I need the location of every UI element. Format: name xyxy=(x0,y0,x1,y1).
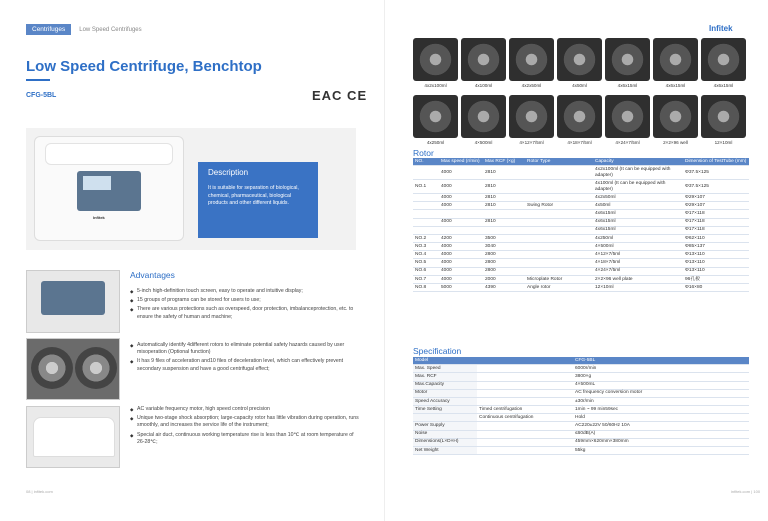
table-cell-speed: 4000 xyxy=(439,243,483,251)
table-cell-cap: 4×12×7/5ml xyxy=(593,251,683,259)
table-cell-no xyxy=(413,166,439,180)
table-cell-rcf: 2000 xyxy=(483,275,525,283)
rotor-label: 2×2×96 well xyxy=(663,140,688,145)
lid-side-photo xyxy=(26,406,120,468)
table-cell-cap: 4x100ml (It can be equipped with adapter) xyxy=(593,180,683,194)
table-cell-type xyxy=(525,180,593,194)
spec-cell-sub xyxy=(477,422,573,430)
spec-table xyxy=(413,357,749,455)
spec-cell-sub xyxy=(477,365,573,373)
rotor-image xyxy=(701,95,746,138)
control-panel-detail xyxy=(41,281,105,315)
control-panel xyxy=(77,171,141,211)
table-cell-rcf: 3040 xyxy=(483,243,525,251)
col-header: Capacity xyxy=(593,158,683,166)
table-cell-no: NO.1 xyxy=(413,180,439,194)
spec-row xyxy=(413,446,749,454)
table-cell-rcf: 2810 xyxy=(483,194,525,202)
table-cell-type: Microplate Rotor xyxy=(525,275,593,283)
rotor-thumb xyxy=(653,95,698,145)
machine-brand: Infitek xyxy=(93,215,105,220)
table-cell-dim: Φ17×118 xyxy=(683,210,749,218)
table-row xyxy=(413,251,749,259)
table-row xyxy=(413,259,749,267)
right-page xyxy=(384,0,768,521)
table-cell-type: Swing Rotor xyxy=(525,202,593,210)
table-cell-type xyxy=(525,267,593,275)
rotor-bowl-left xyxy=(31,347,73,389)
hero-panel xyxy=(26,128,356,250)
spec-cell-k: Max. Speed xyxy=(413,365,477,373)
spec-row xyxy=(413,381,749,389)
rotor-label: 4×18×7/5ml xyxy=(567,140,592,145)
rotor-image xyxy=(701,38,746,81)
rotor-image xyxy=(653,95,698,138)
table-cell-rcf xyxy=(483,226,525,234)
spec-cell-k: Motor xyxy=(413,389,477,397)
advantage-item: ◆ 15 groups of programs can be stored for users to use; xyxy=(130,297,360,304)
table-cell-cap: 4×18×7/5ml xyxy=(593,259,683,267)
table-row xyxy=(413,194,749,202)
control-panel-photo xyxy=(26,270,120,333)
table-cell-speed: 4000 xyxy=(439,202,483,210)
spec-cell-k: Dimensions(L×D×H) xyxy=(413,438,477,446)
spec-cell-v: 3800×g xyxy=(573,373,749,381)
rotor-thumb xyxy=(605,38,650,88)
spec-cell-sub xyxy=(477,389,573,397)
table-cell-no xyxy=(413,226,439,234)
spec-cell-k: Max.Capacity xyxy=(413,381,477,389)
table-cell-no: NO.7 xyxy=(413,275,439,283)
table-cell-no xyxy=(413,210,439,218)
table-cell-no: NO.8 xyxy=(413,284,439,292)
table-cell-speed: 4000 xyxy=(439,259,483,267)
table-cell-speed: 4200 xyxy=(439,234,483,242)
rotor-thumb xyxy=(461,38,506,88)
description-heading: Description xyxy=(208,168,249,177)
table-cell-speed xyxy=(439,210,483,218)
rotor-image xyxy=(461,95,506,138)
spec-cell-sub: Timed centrifugation xyxy=(477,406,573,414)
description-text: It is suitable for separation of biological, chemical, pharmaceutical, biological products and other different liquids. xyxy=(208,185,299,206)
table-cell-cap: 2×2×96 well plate xyxy=(593,275,683,283)
table-cell-no: NO.3 xyxy=(413,243,439,251)
rotor-image xyxy=(653,38,698,81)
table-cell-dim: 96孔板 xyxy=(683,275,749,283)
spec-cell-v: ≤60dB(A) xyxy=(573,430,749,438)
certification-marks: EAC CE xyxy=(312,88,368,103)
spec-cell-v: AC220±22V 50/60Hz 10A xyxy=(573,422,749,430)
spec-header-value: CFG-5BL xyxy=(573,357,749,365)
table-cell-rcf: 3500 xyxy=(483,234,525,242)
table-cell-cap: 4x250ml xyxy=(593,234,683,242)
brand-logo: Infitek xyxy=(709,24,733,33)
rotor-thumb xyxy=(557,38,602,88)
advantage-item: ◆ It has 9 files of acceleration and10 files of deceleration level, which can effectively prevent secondary suspension and have a good centrifugal effect; xyxy=(130,358,360,372)
advantage-item: ◆ Special air duct, continuous working temperature rise is less than 10℃ at room temperature of 26-28℃; xyxy=(130,432,360,446)
advantages-list-1 xyxy=(130,288,360,323)
table-cell-speed: 4000 xyxy=(439,275,483,283)
rotor-thumb xyxy=(461,95,506,145)
table-cell-dim: Φ29×107 xyxy=(683,202,749,210)
table-cell-type xyxy=(525,226,593,234)
spec-row xyxy=(413,365,749,373)
rotor-thumb xyxy=(557,95,602,145)
table-row xyxy=(413,210,749,218)
col-header: Max RCF (×g) xyxy=(483,158,525,166)
spec-cell-k: Speed Accuracy xyxy=(413,397,477,405)
advantage-item: ◆ There are various protections such as overspeed, door protection, imbalanceprotection, etc. to ensure the safety of human and machine; xyxy=(130,306,360,320)
page-footer-left: 08 | infitek.com xyxy=(26,489,53,494)
table-cell-dim: Φ16×80 xyxy=(683,284,749,292)
table-cell-dim: Φ13×110 xyxy=(683,251,749,259)
rotor-label: 4×24×7/5ml xyxy=(615,140,640,145)
col-header: Dimension of TestTube (mm) xyxy=(683,158,749,166)
rotor-label: 4×500ml xyxy=(474,140,493,145)
table-row xyxy=(413,226,749,234)
rotor-thumb xyxy=(701,38,746,88)
spec-cell-v: Hold xyxy=(573,414,749,422)
table-row xyxy=(413,218,749,226)
centrifuge-image xyxy=(34,136,184,241)
table-cell-type xyxy=(525,166,593,180)
table-cell-type xyxy=(525,218,593,226)
spec-cell-sub xyxy=(477,397,573,405)
table-cell-rcf: 2810 xyxy=(483,202,525,210)
table-cell-speed: 4000 xyxy=(439,166,483,180)
spec-header-model: Model xyxy=(413,357,573,365)
spec-cell-sub xyxy=(477,373,573,381)
table-cell-dim: Φ62×110 xyxy=(683,234,749,242)
spec-row xyxy=(413,373,749,381)
page-footer-right: infitek.com | 100 xyxy=(731,489,761,494)
advantages-heading: Advantages xyxy=(130,270,175,280)
breadcrumb xyxy=(26,24,142,35)
rotor-table-header xyxy=(413,158,749,166)
table-cell-no: NO.4 xyxy=(413,251,439,259)
table-row xyxy=(413,267,749,275)
table-cell-type: Angle rotor xyxy=(525,284,593,292)
advantage-item: ◆ Automatically identify 4different rotors to eliminate potential safety hazards caused by user misoperation (Optional function) xyxy=(130,342,360,356)
table-cell-cap: 4×24×7/5ml xyxy=(593,267,683,275)
advantage-item: ◆ AC variable frequency motor, high speed control precision xyxy=(130,406,360,413)
table-cell-rcf: 2800 xyxy=(483,251,525,259)
spec-row xyxy=(413,406,749,414)
spec-cell-sub xyxy=(477,381,573,389)
col-header: NO. xyxy=(413,158,439,166)
rotor-label: 4x6x15ml xyxy=(665,83,686,88)
table-cell-dim: Φ13×110 xyxy=(683,267,749,275)
advantage-item: ◆ Unique two-stage shock absorption; large-capacity rotor has little vibration during operation, runs smoothly, and increases the service life of the instrument; xyxy=(130,415,360,429)
title-underline xyxy=(26,79,50,81)
table-cell-dim: Φ17×118 xyxy=(683,218,749,226)
rotor-label: 4x2x50ml xyxy=(521,83,542,88)
table-cell-speed: 5000 xyxy=(439,284,483,292)
table-cell-rcf: 2810 xyxy=(483,166,525,180)
table-cell-dim: Φ37.5×125 xyxy=(683,180,749,194)
table-row xyxy=(413,243,749,251)
table-cell-no: NO.2 xyxy=(413,234,439,242)
table-row xyxy=(413,202,749,210)
table-cell-no xyxy=(413,218,439,226)
table-row xyxy=(413,166,749,180)
spec-cell-v: 4×500mL xyxy=(573,381,749,389)
spec-cell-sub xyxy=(477,430,573,438)
spec-cell-sub: Continuous centrifugation xyxy=(477,414,573,422)
table-cell-speed: 4000 xyxy=(439,267,483,275)
spec-table-header xyxy=(413,357,749,365)
spec-cell-k: Power Supply xyxy=(413,422,477,430)
table-cell-dim: Φ85×137 xyxy=(683,243,749,251)
table-cell-type xyxy=(525,210,593,218)
table-cell-cap: 4x50ml xyxy=(593,202,683,210)
spec-cell-k: Time Setting xyxy=(413,406,477,414)
table-cell-cap: 4x6x15ml xyxy=(593,226,683,234)
rotor-image xyxy=(509,38,554,81)
table-cell-no: NO.5 xyxy=(413,259,439,267)
table-cell-rcf xyxy=(483,210,525,218)
table-cell-type xyxy=(525,243,593,251)
rotor-label: 4x6x15ml xyxy=(713,83,734,88)
rotor-label: 4x100ml xyxy=(474,83,493,88)
rotor-section-heading: Rotor xyxy=(413,148,434,158)
spec-cell-v: 459mm×620mm×380mm xyxy=(573,438,749,446)
table-cell-speed xyxy=(439,226,483,234)
rotor-thumb xyxy=(605,95,650,145)
advantages-list-2 xyxy=(130,342,360,375)
rotor-image xyxy=(461,38,506,81)
spec-cell-v: ±30r/min xyxy=(573,397,749,405)
table-cell-speed: 4000 xyxy=(439,180,483,194)
rotor-image xyxy=(557,38,602,81)
advantage-item: ◆ 5-inch high-definition touch screen, easy to operate and intuitive display; xyxy=(130,288,360,295)
table-cell-no xyxy=(413,194,439,202)
table-cell-dim: Φ13×110 xyxy=(683,259,749,267)
table-cell-type xyxy=(525,234,593,242)
spec-cell-k: Net Weight xyxy=(413,446,477,454)
rotor-chamber-photo xyxy=(26,338,120,400)
spec-row xyxy=(413,430,749,438)
rotor-thumb xyxy=(701,95,746,145)
spec-cell-v: 55kg xyxy=(573,446,749,454)
spec-cell-sub xyxy=(477,438,573,446)
spec-table-body xyxy=(413,365,749,455)
rotor-table xyxy=(413,158,749,292)
col-header: Max speed (r/min) xyxy=(439,158,483,166)
table-cell-no xyxy=(413,202,439,210)
table-cell-type xyxy=(525,251,593,259)
rotor-label: 4x6x15ml xyxy=(617,83,638,88)
table-cell-cap: 4x6x15ml xyxy=(593,218,683,226)
spec-cell-v: 6000r/min xyxy=(573,365,749,373)
model-number: CFG-5BL xyxy=(26,92,57,99)
rotor-image xyxy=(605,38,650,81)
spec-row xyxy=(413,422,749,430)
rotor-table-body xyxy=(413,166,749,292)
rotor-image xyxy=(413,95,458,138)
table-row xyxy=(413,275,749,283)
table-cell-dim: Φ37.5×125 xyxy=(683,166,749,180)
page-title: Low Speed Centrifuge, Benchtop xyxy=(26,58,262,75)
spec-row xyxy=(413,397,749,405)
rotor-thumb xyxy=(413,38,458,88)
spec-row xyxy=(413,414,749,422)
table-cell-rcf: 2810 xyxy=(483,218,525,226)
centrifuge-lid xyxy=(45,143,173,165)
rotor-thumb xyxy=(509,95,554,145)
table-cell-type xyxy=(525,194,593,202)
description-box xyxy=(198,162,318,238)
rotor-label: 4x2x100ml xyxy=(424,83,447,88)
table-cell-rcf: 4390 xyxy=(483,284,525,292)
table-cell-speed: 4000 xyxy=(439,218,483,226)
rotor-bowl-right xyxy=(75,347,117,389)
spec-section-heading: Specification xyxy=(413,346,462,356)
rotor-label: 12×10ml xyxy=(714,140,733,145)
table-cell-type xyxy=(525,259,593,267)
rotor-image xyxy=(413,38,458,81)
table-cell-rcf: 2810 xyxy=(483,180,525,194)
spec-cell-v: AC frequency conversion motor xyxy=(573,389,749,397)
table-cell-cap: 12×10ml xyxy=(593,284,683,292)
table-cell-rcf: 2800 xyxy=(483,259,525,267)
table-cell-rcf: 2800 xyxy=(483,267,525,275)
spec-row xyxy=(413,389,749,397)
table-cell-cap: 4x2x100ml (It can be equipped with adapter) xyxy=(593,166,683,180)
table-cell-no: NO.6 xyxy=(413,267,439,275)
table-cell-dim: Φ17×118 xyxy=(683,226,749,234)
rotor-thumb xyxy=(509,38,554,88)
spec-cell-k xyxy=(413,414,477,422)
category-tag[interactable]: Centrifuges xyxy=(26,24,71,35)
table-cell-cap: 4x6x15ml xyxy=(593,210,683,218)
rotor-image xyxy=(557,95,602,138)
rotor-thumb xyxy=(413,95,458,145)
spec-cell-k: Noise xyxy=(413,430,477,438)
spec-cell-sub xyxy=(477,446,573,454)
spec-row xyxy=(413,438,749,446)
table-cell-cap: 4x2x50ml xyxy=(593,194,683,202)
table-row xyxy=(413,284,749,292)
table-cell-speed: 4000 xyxy=(439,194,483,202)
rotor-label: 4x250ml xyxy=(426,140,445,145)
spec-cell-k: Max. RCF xyxy=(413,373,477,381)
table-row xyxy=(413,180,749,194)
display-screen xyxy=(83,176,111,190)
lid-side-shape xyxy=(33,417,115,457)
table-cell-cap: 4×500ml xyxy=(593,243,683,251)
table-row xyxy=(413,234,749,242)
advantages-list-3 xyxy=(130,406,360,448)
rotor-thumb xyxy=(653,38,698,88)
subcategory-label[interactable]: Low Speed Centrifuges xyxy=(79,26,142,33)
rotor-label: 4×12×7/5ml xyxy=(519,140,544,145)
table-cell-speed: 4000 xyxy=(439,251,483,259)
rotor-label: 4x50ml xyxy=(572,83,587,88)
rotor-image xyxy=(605,95,650,138)
table-cell-dim: Φ29×107 xyxy=(683,194,749,202)
col-header: Rotor Type xyxy=(525,158,593,166)
spec-cell-v: 1min ~ 99 min59sec xyxy=(573,406,749,414)
rotor-image xyxy=(509,95,554,138)
